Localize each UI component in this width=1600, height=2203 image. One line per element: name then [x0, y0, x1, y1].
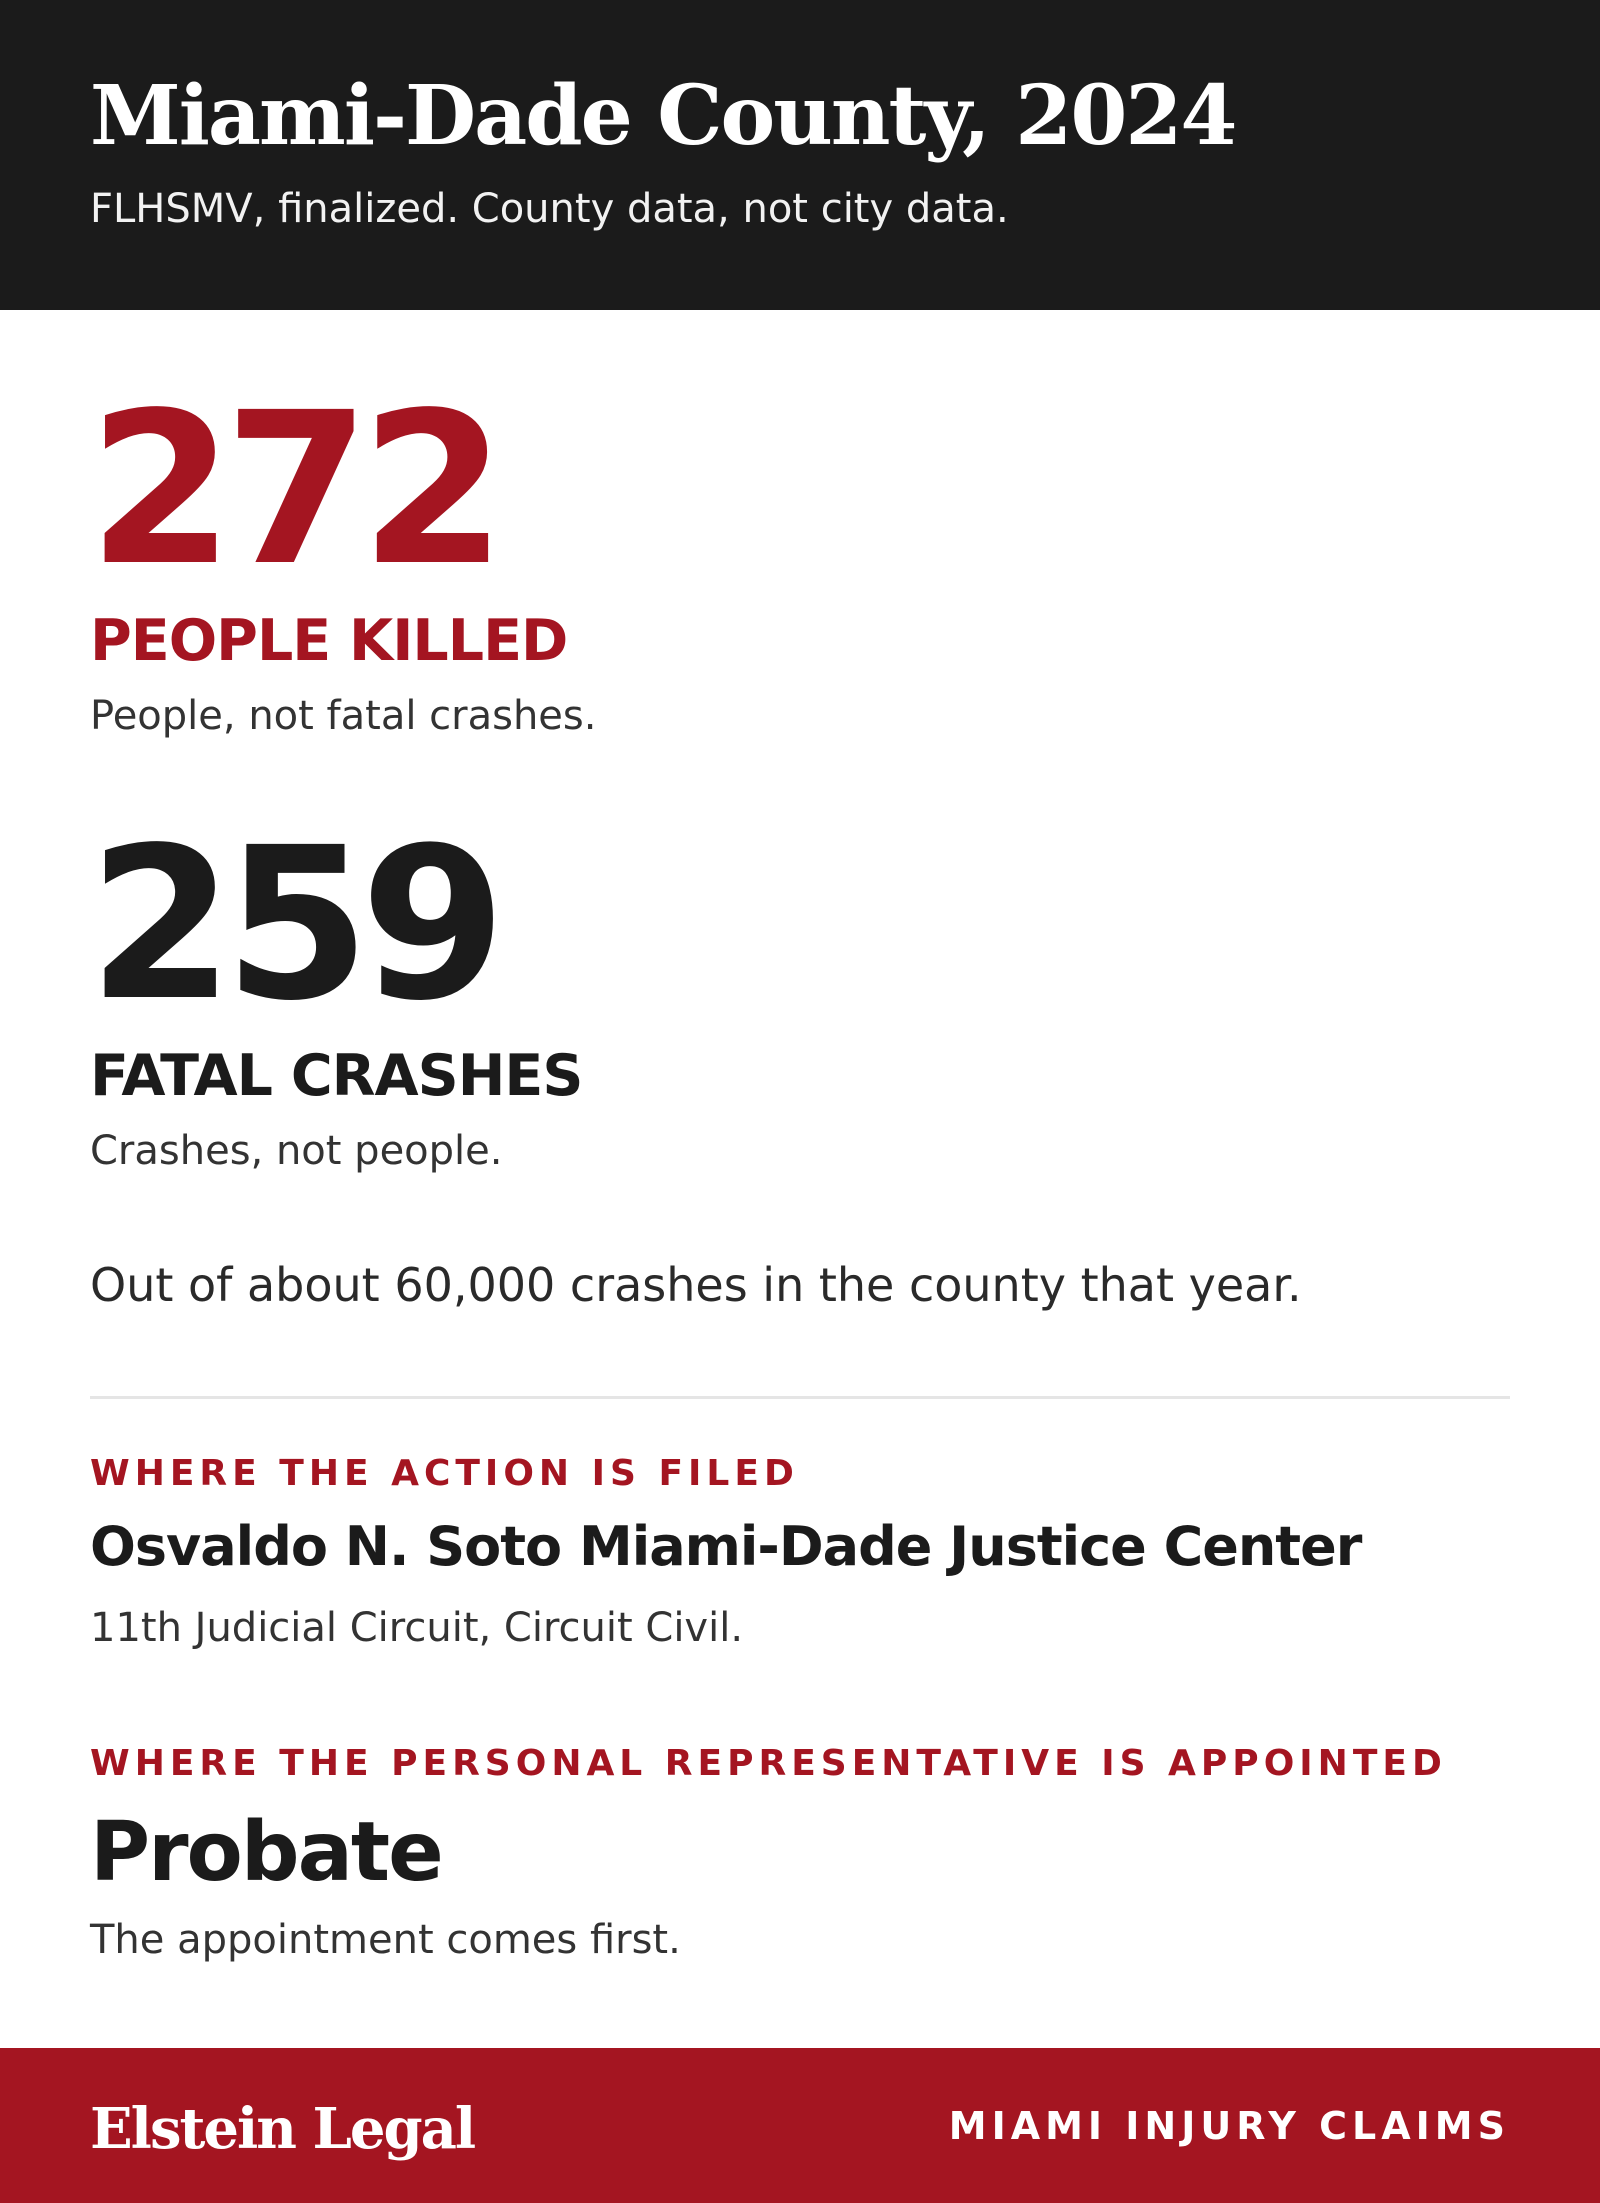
appointment-note: The appointment comes first. — [90, 1917, 681, 1963]
page-title: Miami-Dade County, 2024 — [90, 68, 1236, 164]
appointment-title: Probate — [90, 1805, 442, 1900]
people-killed-note: People, not fatal crashes. — [90, 693, 597, 739]
crash-context-text: Out of about 60,000 crashes in the county that year. — [90, 1258, 1302, 1312]
people-killed-label: PEOPLE KILLED — [90, 608, 568, 674]
filing-location-title: Osvaldo N. Soto Miami-Dade Justice Center — [90, 1515, 1362, 1578]
footer-banner — [0, 2048, 1600, 2203]
footer-tagline: MIAMI INJURY CLAIMS — [948, 2104, 1510, 2148]
section-divider — [90, 1396, 1510, 1399]
page-subtitle: FLHSMV, finalized. County data, not city data. — [90, 186, 1009, 232]
filing-location-kicker: WHERE THE ACTION IS FILED — [90, 1453, 799, 1494]
fatal-crashes-count: 259 — [88, 802, 497, 1047]
fatal-crashes-label: FATAL CRASHES — [90, 1043, 583, 1109]
filing-location-note: 11th Judicial Circuit, Circuit Civil. — [90, 1605, 744, 1651]
brand-logo-text: Elstein Legal — [90, 2096, 475, 2162]
header-banner — [0, 0, 1600, 310]
people-killed-count: 272 — [88, 367, 497, 612]
fatal-crashes-note: Crashes, not people. — [90, 1128, 503, 1174]
appointment-kicker: WHERE THE PERSONAL REPRESENTATIVE IS APPOINTED — [90, 1743, 1447, 1784]
